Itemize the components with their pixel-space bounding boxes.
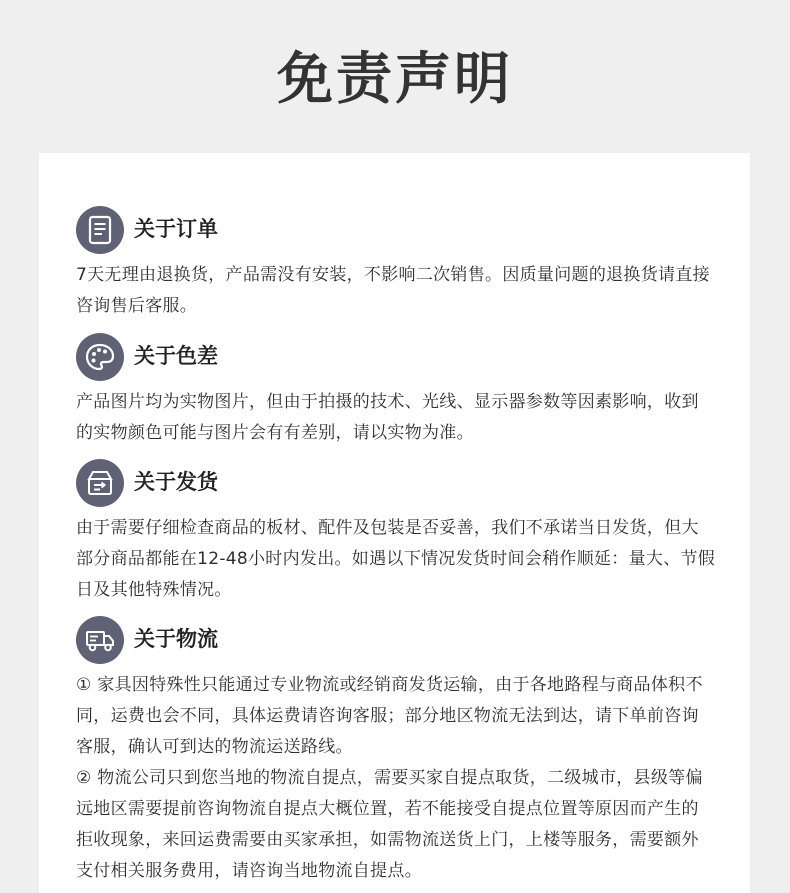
document-icon xyxy=(76,206,124,254)
section-body xyxy=(76,513,716,606)
palette-icon xyxy=(76,333,124,381)
section-paragraph: 由于需要仔细检查商品的板材、配件及包装是否妥善，我们不承诺当日发货，但大部分商品都能在12-48小时内发出。如遇以下情况发货时间会稍作顺延：量大、节假日及其他特殊情况。 xyxy=(76,518,716,600)
section-order xyxy=(76,206,716,322)
section-body xyxy=(76,260,716,322)
section-title: 关于色差 xyxy=(134,344,218,368)
disclaimer-card xyxy=(39,153,750,893)
section-header xyxy=(76,333,716,381)
truck-icon xyxy=(76,616,124,664)
section-title: 关于订单 xyxy=(134,217,218,241)
section-title: 关于物流 xyxy=(134,627,218,651)
box-icon xyxy=(76,459,124,507)
section-title: 关于发货 xyxy=(134,470,218,494)
section-header xyxy=(76,206,716,254)
section-header xyxy=(76,616,716,664)
section-logistics xyxy=(76,616,716,887)
page-title: 免责声明 xyxy=(277,47,513,112)
section-paragraph: ② 物流公司只到您当地的物流自提点，需要买家自提点取货，二级城市，县级等偏远地区需要提前咨询物流自提点大概位置，若不能接受自提点位置等原因而产生的拒收现象，来回运费需要由买家承担，如需物流送货上门，上楼等服务，需要额外支付相关服务费用，请咨询当地物流自提点。 xyxy=(76,768,703,881)
section-paragraph: ① 家具因特殊性只能通过专业物流或经销商发货运输，由于各地路程与商品体积不同，运费也会不同，具体运费请咨询客服；部分地区物流无法到达，请下单前咨询客服，确认可到达的物流运送路线。 xyxy=(76,675,703,757)
section-paragraph: 7天无理由退换货，产品需没有安装，不影响二次销售。因质量问题的退换货请直接咨询售后客服。 xyxy=(76,265,710,316)
section-shipping xyxy=(76,459,716,606)
section-header xyxy=(76,459,716,507)
section-body xyxy=(76,387,716,449)
section-color-difference xyxy=(76,333,716,449)
section-paragraph: 产品图片均为实物图片，但由于拍摄的技术、光线、显示器参数等因素影响，收到的实物颜色可能与图片会有有差别，请以实物为准。 xyxy=(76,392,699,443)
section-body xyxy=(76,670,716,887)
